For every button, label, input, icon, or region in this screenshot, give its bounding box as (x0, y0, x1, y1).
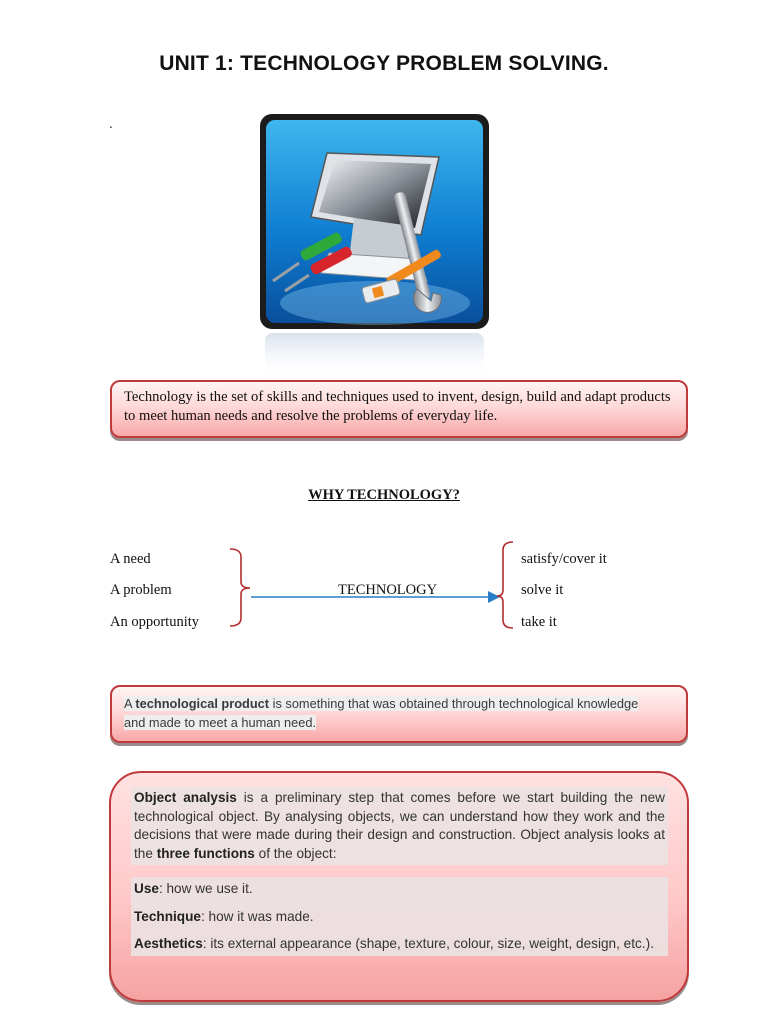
product-article: A (124, 696, 136, 711)
technological-product-box (110, 685, 688, 743)
stray-mark: . (109, 117, 113, 131)
function-aesthetics (134, 935, 665, 954)
function-use-term: Use (134, 881, 159, 896)
object-analysis-text-2: of the object: (254, 845, 337, 861)
right-brace (497, 542, 513, 628)
product-text-1: is something that was obtained through technological knowledge (269, 696, 639, 711)
left-item-problem: A problem (110, 582, 172, 598)
function-technique-desc: : how it was made. (200, 908, 314, 924)
definition-text: Technology is the set of skills and techniques used to invent, design, build and adapt products to meet human needs and resolve the problems of everyday life. (124, 389, 671, 424)
technology-illustration (259, 113, 492, 383)
function-technique-term: Technique (134, 908, 201, 924)
technology-definition-box (110, 380, 688, 438)
three-functions-term: three functions (156, 845, 255, 861)
left-item-need: A need (110, 551, 151, 567)
page-title: UNIT 1: TECHNOLOGY PROBLEM SOLVING. (159, 52, 609, 75)
function-use (134, 880, 665, 899)
function-aesthetics-desc: : its external appearance (shape, texture, colour, size, weight, design, etc.). (202, 936, 654, 951)
right-item-solve: solve it (521, 582, 564, 598)
left-item-opportunity: An opportunity (110, 614, 200, 630)
left-brace (230, 549, 250, 626)
function-use-desc: : how we use it. (158, 881, 253, 896)
right-item-satisfy: satisfy/cover it (521, 551, 607, 567)
technology-label: TECHNOLOGY (338, 582, 438, 598)
object-analysis-term: Object analysis (134, 790, 237, 805)
object-analysis-text-1: is a preliminary step that comes before we start building the new technological object. By analysing objects, we can understand how they work and the decisions that were made during their design and construction. Object analysis looks at the (134, 790, 665, 861)
product-text-2: and made to meet a human need. (124, 715, 317, 730)
object-analysis-box (109, 771, 689, 1002)
why-technology-heading: WHY TECHNOLOGY? (308, 487, 460, 503)
right-item-take: take it (521, 614, 557, 630)
object-analysis-paragraph (134, 789, 665, 863)
function-technique (134, 908, 665, 927)
function-aesthetics-term: Aesthetics (134, 936, 203, 951)
product-term: technological product (135, 696, 270, 711)
arrow-head (488, 591, 500, 603)
